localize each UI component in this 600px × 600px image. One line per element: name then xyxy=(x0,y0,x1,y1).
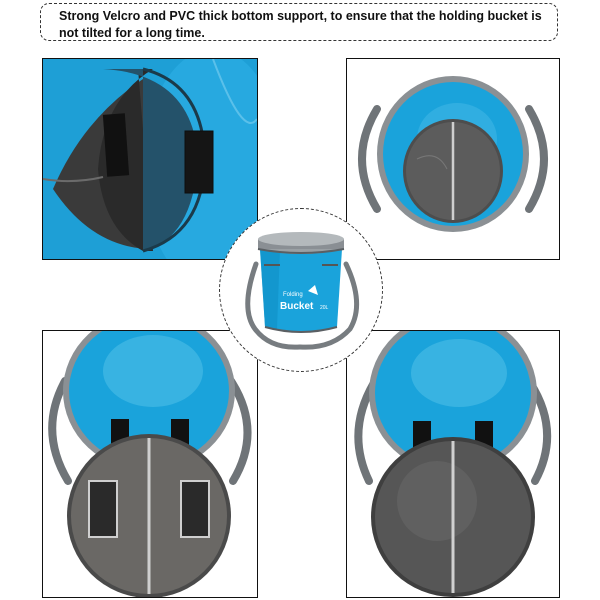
bucket-label-main: Bucket xyxy=(280,301,314,312)
bottom-folded-image xyxy=(347,331,559,597)
velcro-closeup-panel xyxy=(42,58,258,260)
caption-text: Strong Velcro and PVC thick bottom support, to ensure that the holding bucket is not tilted for a long time. xyxy=(59,9,542,40)
velcro-strip-left-icon xyxy=(103,113,129,176)
caption-box xyxy=(40,3,558,41)
velcro-strip-right-icon xyxy=(185,131,213,193)
velcro-strip-icon xyxy=(89,481,117,537)
bottom-unfolded-image xyxy=(43,331,257,597)
velcro-closeup-image xyxy=(43,59,257,259)
bucket-product-image xyxy=(220,209,382,371)
bottom-unfolded-panel xyxy=(42,330,258,598)
bucket-label-small: Folding xyxy=(283,292,303,298)
bucket-product-circle xyxy=(219,208,383,372)
bucket-top-view-panel xyxy=(346,58,560,260)
bucket-capacity-label: 20L xyxy=(320,305,329,311)
bucket-top-view-image xyxy=(347,59,559,259)
bottom-folded-panel xyxy=(346,330,560,598)
velcro-strip-icon xyxy=(181,481,209,537)
